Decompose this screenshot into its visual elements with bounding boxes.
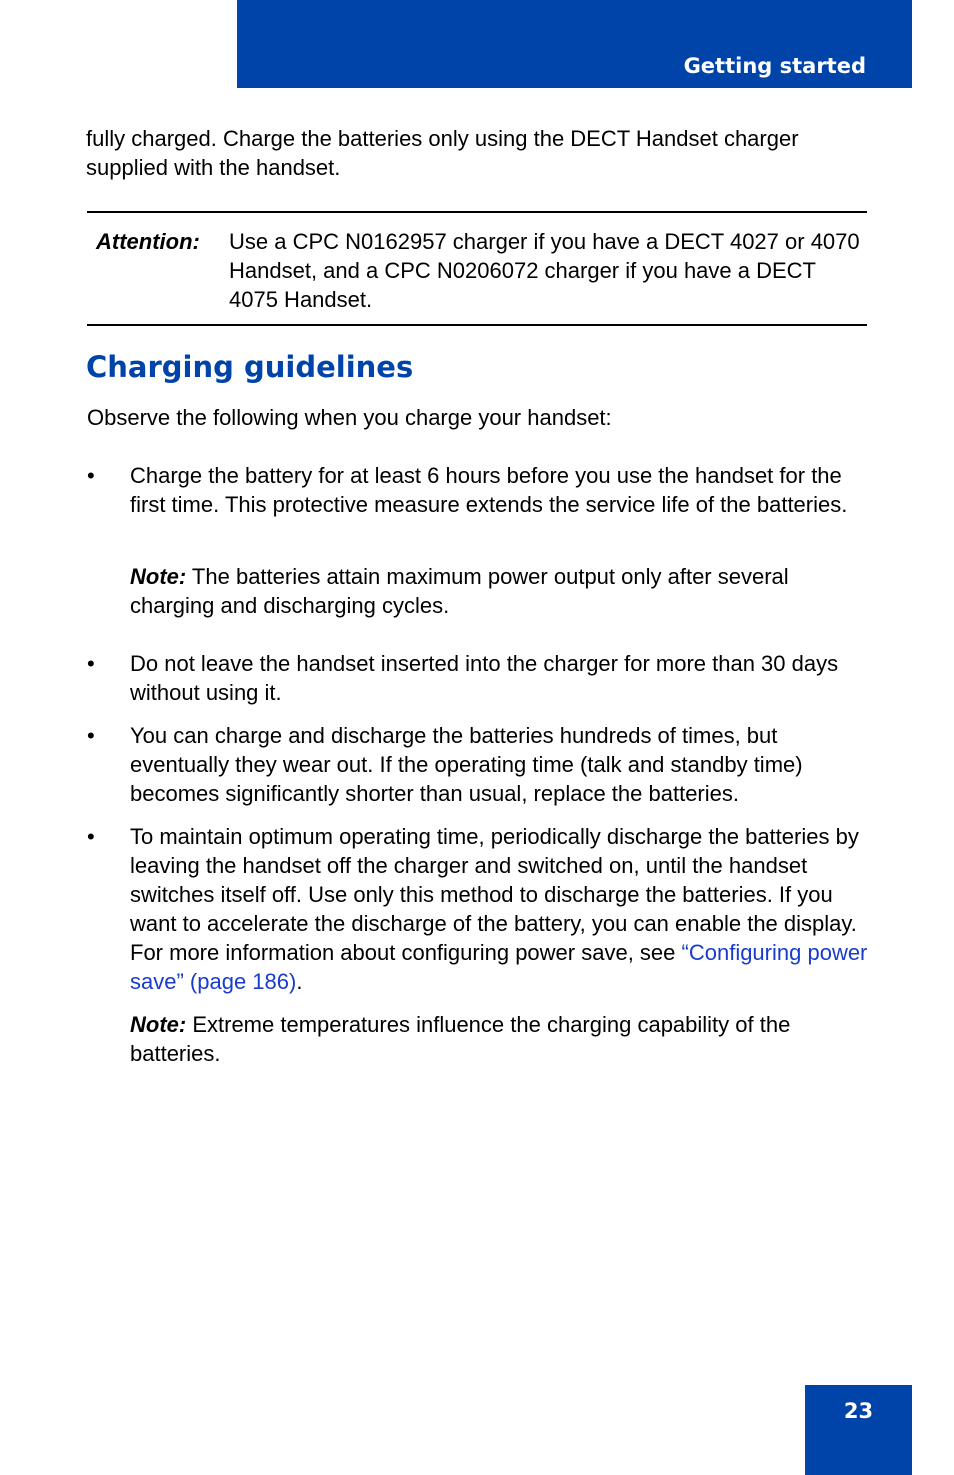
header-bar	[237, 0, 912, 88]
attention-label: Attention:	[96, 229, 200, 254]
bullet-icon: •	[87, 651, 95, 676]
attention-box	[87, 211, 867, 326]
list-item-text: Charge the battery for at least 6 hours before you use the handset for the first time. This protective measure extends the service life of the batteries.	[130, 463, 848, 517]
note-text: Extreme temperatures influence the charging capability of the batteries.	[130, 1012, 791, 1066]
bullet-icon: •	[87, 723, 95, 748]
list-item-text-end: .	[296, 969, 303, 994]
note-label: Note:	[130, 1012, 187, 1037]
intro-paragraph: fully charged. Charge the batteries only using the DECT Handset charger supplied with the handset.	[86, 126, 799, 180]
list-item-text: Do not leave the handset inserted into the charger for more than 30 days without using it.	[130, 651, 839, 705]
note-label: Note:	[130, 564, 187, 589]
attention-text: Use a CPC N0162957 charger if you have a DECT 4027 or 4070 Handset, and a CPC N0206072 charger if you have a DECT 4075 Handset.	[229, 229, 860, 312]
list-item-text: You can charge and discharge the batteries hundreds of times, but eventually they wear out. If the operating time (talk and standby time) becomes significantly shorter than usual, replace the batteries.	[130, 723, 803, 806]
running-header-title: Getting started	[683, 54, 866, 78]
section-lead: Observe the following when you charge your handset:	[87, 405, 612, 430]
note	[130, 1010, 875, 1068]
list-item-text	[130, 822, 875, 996]
note	[130, 562, 875, 620]
section-title: Charging guidelines	[86, 350, 414, 384]
bullet-icon: •	[87, 824, 95, 849]
page-number: 23	[843, 1399, 874, 1423]
page-number-box	[805, 1385, 912, 1475]
bullet-icon: •	[87, 463, 95, 488]
list-item-text-main: To maintain optimum operating time, periodically discharge the batteries by leaving the handset off the charger and switched on, until the handset switches itself off. Use only this method to discharge the batteries. If you want to accelerate the discharge of the battery, you can enable the display. For more information about configuring power save, see	[130, 824, 859, 965]
note-text: The batteries attain maximum power output only after several charging and discharging cycles.	[130, 564, 789, 618]
configuring-power-save-link[interactable]: “Configuring power save” (page 186)	[130, 940, 868, 994]
